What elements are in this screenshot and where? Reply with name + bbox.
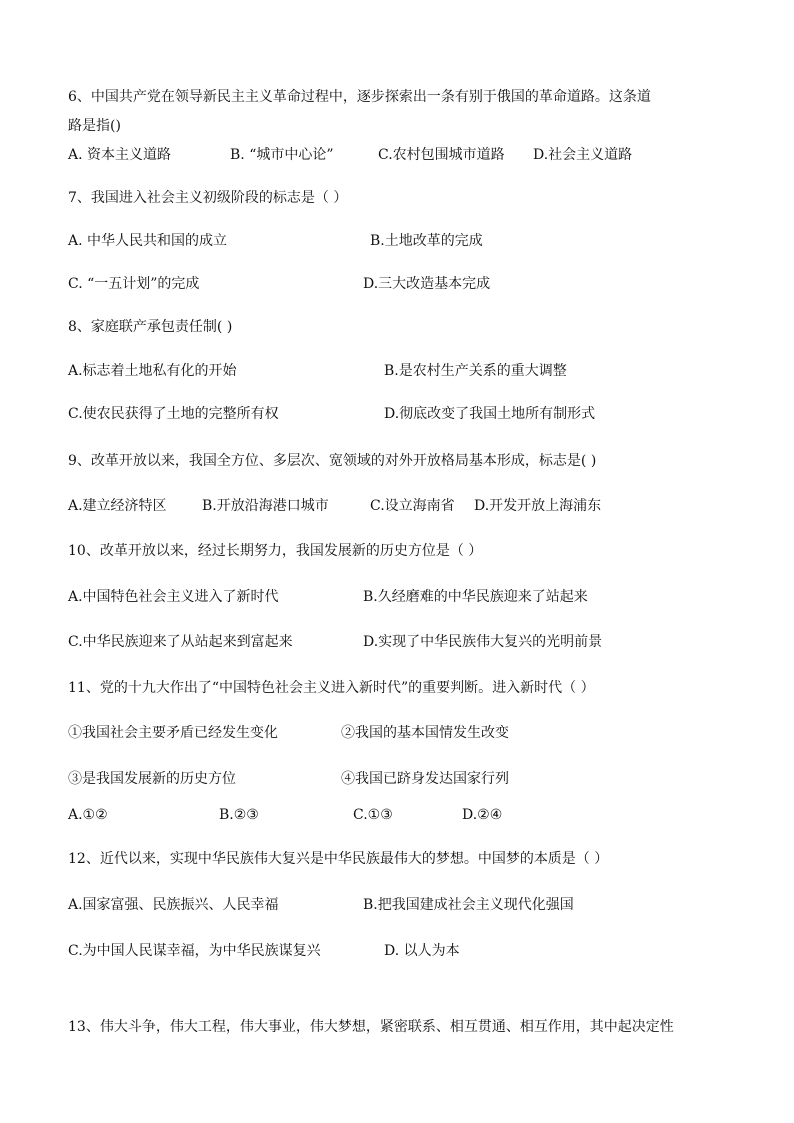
q10-stem: 10、改革开放以来，经过长期努力，我国发展新的历史方位是（ ） — [68, 543, 483, 559]
q8-option-b: B.是农村生产关系的重大调整 — [384, 363, 567, 379]
q11-statement-4: ④我国已跻身发达国家行列 — [341, 771, 509, 787]
q8-option-c: C.使农民获得了土地的完整所有权 — [68, 406, 279, 422]
q7-option-b: B.土地改革的完成 — [370, 233, 483, 249]
q10-option-c: C.中华民族迎来了从站起来到富起来 — [68, 634, 293, 650]
q6-stem-line1: 6、中国共产党在领导新民主主义革命过程中，逐步探索出一条有别于俄国的革命道路。这条道 — [68, 89, 651, 105]
q11-statement-1: ①我国社会主要矛盾已经发生变化 — [68, 725, 278, 741]
q11-option-b: B.②③ — [219, 807, 259, 823]
q11-option-d: D.②④ — [462, 807, 503, 823]
q10-option-d: D.实现了中华民族伟大复兴的光明前景 — [363, 634, 603, 650]
q8-option-d: D.彻底改变了我国土地所有制形式 — [384, 406, 596, 422]
q7-stem: 7、我国进入社会主义初级阶段的标志是（ ） — [68, 190, 348, 206]
q13-stem: 13、伟大斗争，伟大工程，伟大事业，伟大梦想，紧密联系、相互贯通、相互作用，其中起决定性 — [68, 1019, 674, 1035]
q9-option-d: D.开发开放上海浦东 — [474, 498, 602, 514]
q7-option-c: C. “一五计划”的完成 — [68, 276, 200, 292]
q11-statement-2: ②我国的基本国情发生改变 — [341, 725, 509, 741]
q10-option-a: A.中国特色社会主义进入了新时代 — [68, 589, 279, 605]
q9-option-a: A.建立经济特区 — [68, 498, 167, 514]
q12-option-a: A.国家富强、民族振兴、人民幸福 — [68, 897, 279, 913]
q8-stem: 8、家庭联产承包责任制( ) — [68, 319, 233, 335]
q12-option-c: C.为中国人民谋幸福，为中华民族谋复兴 — [68, 943, 321, 959]
q9-option-b: B.开放沿海港口城市 — [202, 498, 329, 514]
q8-option-a: A.标志着土地私有化的开始 — [68, 363, 237, 379]
q6-option-d: D.社会主义道路 — [533, 147, 633, 163]
q10-option-b: B.久经磨难的中华民族迎来了站起来 — [363, 589, 588, 605]
q9-option-c: C.设立海南省 — [370, 498, 455, 514]
q6-option-c: C.农村包围城市道路 — [378, 147, 505, 163]
q6-stem-line2: 路是指() — [68, 118, 121, 134]
q9-stem: 9、改革开放以来，我国全方位、多层次、宽领域的对外开放格局基本形成，标志是( ) — [68, 453, 597, 469]
q11-stem: 11、党的十九大作出了“中国特色社会主义进入新时代”的重要判断。进入新时代（ ） — [68, 680, 595, 696]
q12-option-d: D. 以人为本 — [384, 943, 460, 959]
q7-option-d: D.三大改造基本完成 — [363, 276, 491, 292]
q12-stem: 12、近代以来，实现中华民族伟大复兴是中华民族最伟大的梦想。中国梦的本质是（ ） — [68, 851, 609, 867]
q11-statement-3: ③是我国发展新的历史方位 — [68, 771, 236, 787]
q11-option-a: A.①② — [68, 807, 108, 823]
q11-option-c: C.①③ — [353, 807, 393, 823]
q12-option-b: B.把我国建成社会主义现代化强国 — [363, 897, 574, 913]
q6-option-a: A. 资本主义道路 — [68, 147, 172, 163]
q7-option-a: A. 中华人民共和国的成立 — [68, 233, 228, 249]
q6-option-b: B. “城市中心论” — [230, 147, 334, 163]
